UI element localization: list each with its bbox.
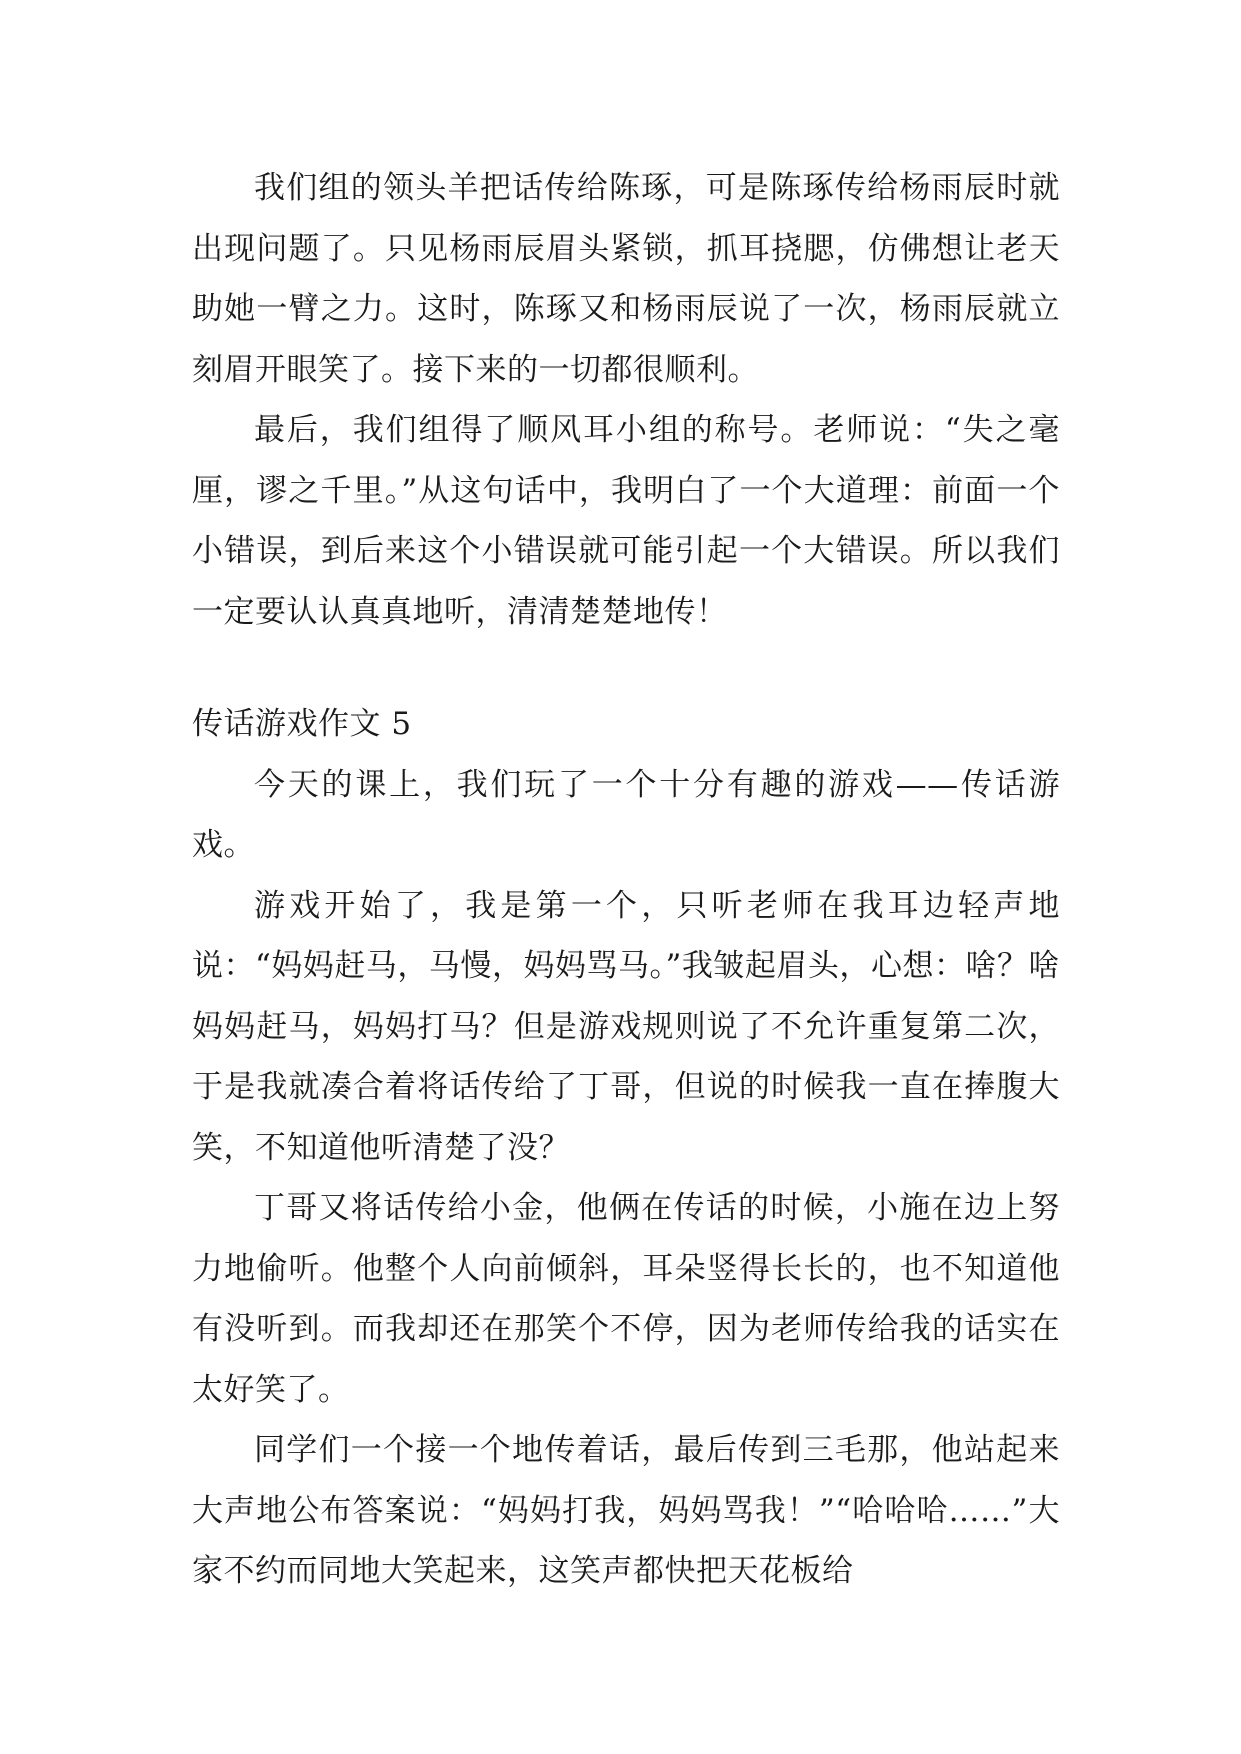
paragraph: 丁哥又将话传给小金，他俩在传话的时候，小施在边上努力地偷听。他整个人向前倾斜，耳朵竖得长长的，也不知道他有没听到。而我却还在那笑个不停，因为老师传给我的话实在太好笑了。	[192, 1190, 1060, 1408]
paragraph: 我们组的领头羊把话传给陈琢，可是陈琢传给杨雨辰时就出现问题了。只见杨雨辰眉头紧锁，抓耳挠腮，仿佛想让老天助她一臂之力。这时，陈琢又和杨雨辰说了一次，杨雨辰就立刻眉开眼笑了。接下来的一切都很顺利。	[192, 170, 1060, 388]
paragraph: 同学们一个接一个地传着话，最后传到三毛那，他站起来大声地公布答案说：“妈妈打我，妈妈骂我！”“哈哈哈……”大家不约而同地大笑起来，这笑声都快把天花板给	[192, 1432, 1060, 1589]
paragraph: 游戏开始了，我是第一个，只听老师在我耳边轻声地说：“妈妈赶马，马慢，妈妈骂马。”我皱起眉头，心想：啥？啥妈妈赶马，妈妈打马？但是游戏规则说了不允许重复第二次，于是我就凑合着将话传给了丁哥，但说的时候我一直在捧腹大笑，不知道他听清楚了没？	[192, 887, 1060, 1166]
paragraph: 最后，我们组得了顺风耳小组的称号。老师说：“失之毫厘，谬之千里。”从这句话中，我明白了一个大道理：前面一个小错误，到后来这个小错误就可能引起一个大错误。所以我们一定要认认真真地听，清清楚楚地传！	[192, 412, 1060, 630]
document-body	[192, 158, 1060, 1602]
essay-title: 传话游戏作文 5	[192, 706, 412, 742]
paragraph: 今天的课上，我们玩了一个十分有趣的游戏——传话游戏。	[192, 766, 1060, 863]
